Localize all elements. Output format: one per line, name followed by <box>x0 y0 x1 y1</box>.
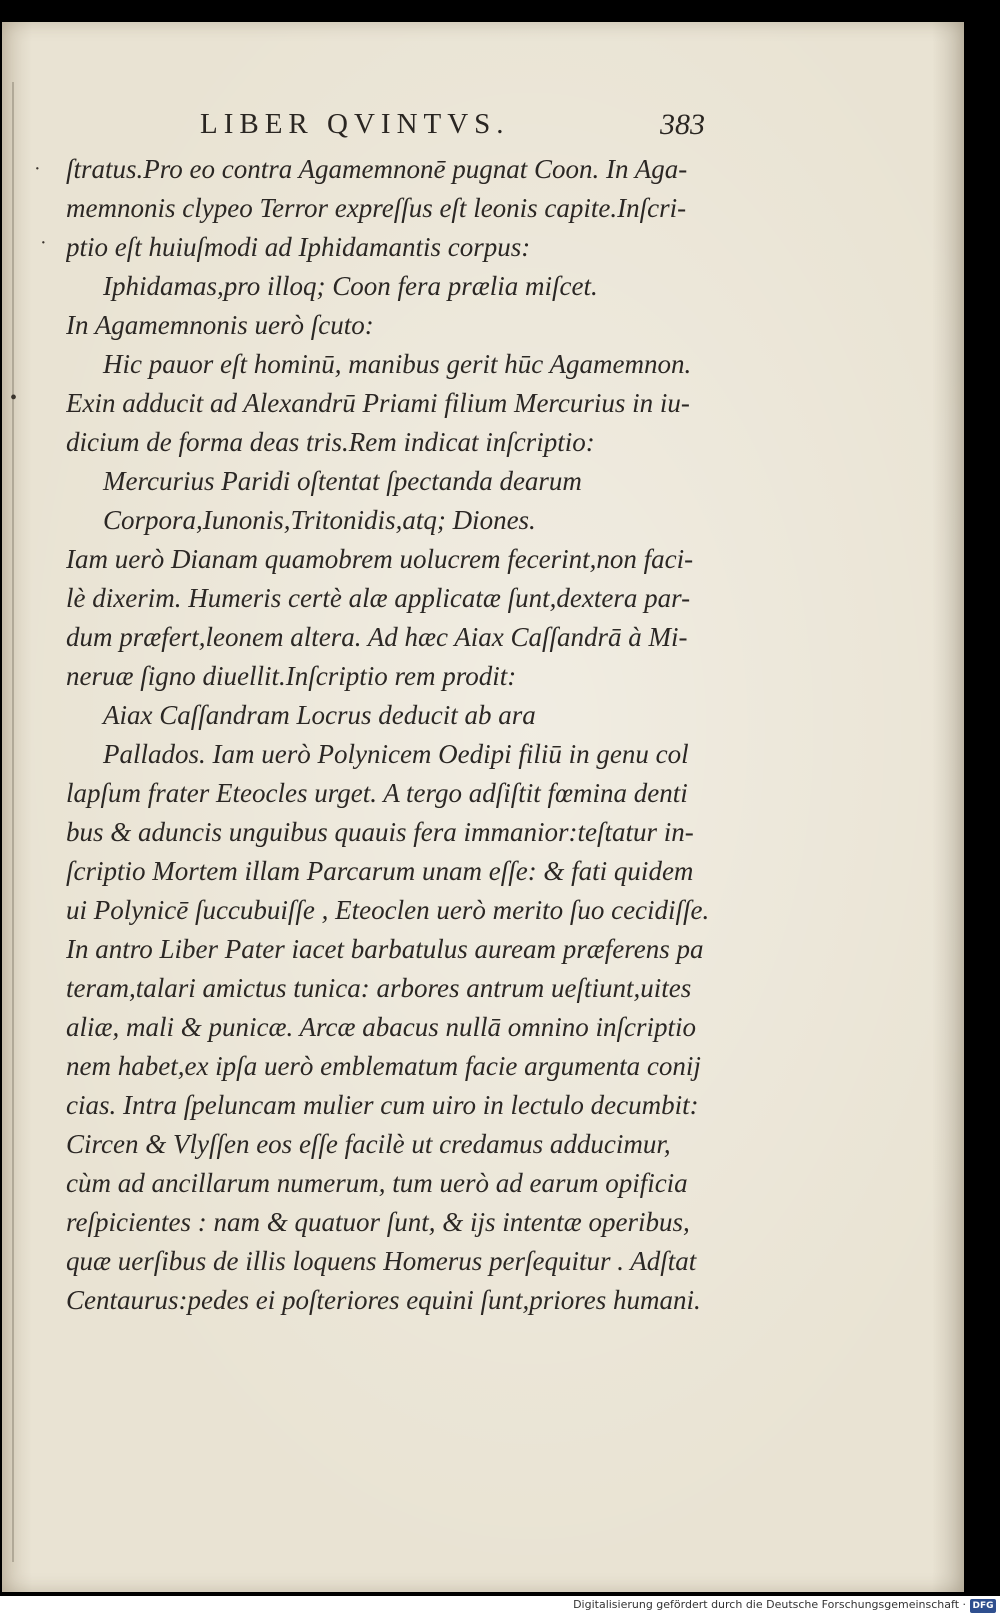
text-line: Circen & Vlyſſen eos eſſe facilè ut credamus adducimur, <box>66 1129 671 1159</box>
digitization-footer <box>0 1596 1000 1617</box>
text-line: In antro Liber Pater iacet barbatulus auream præferens pa <box>66 934 704 964</box>
text-line: dicium de forma deas tris.Rem indicat inſcriptio: <box>66 427 595 457</box>
text-line: teram,talari amictus tunica: arbores antrum ueſtiunt,uites <box>66 973 692 1003</box>
page-header <box>200 108 760 148</box>
text-line: Hic pauor eſt hominū, manibus gerit hūc Agamemnon. <box>103 349 692 379</box>
text-line: Exin adducit ad Alexandrū Priami filium Mercurius in iu- <box>66 388 690 418</box>
text-line: aliæ, mali & punicæ. Arcæ abacus nullā omnino inſcriptio <box>66 1012 697 1042</box>
text-line: Corpora,Iunonis,Tritonidis,atq; Diones. <box>103 505 536 535</box>
text-line: Mercurius Paridi oſtentat ſpectanda dearum <box>103 466 582 496</box>
running-head: LIBER QVINTVS. <box>200 108 510 140</box>
text-line: Iam uerò Dianam quamobrem uolucrem fecerint,non faci- <box>66 544 694 574</box>
text-line: bus & aduncis unguibus quauis fera immanior:teſtatur in- <box>66 817 694 847</box>
text-line: In Agamemnonis uerò ſcuto: <box>66 310 374 340</box>
text-line: quæ uerſibus de illis loquens Homerus perſequitur . Adſtat <box>66 1246 697 1276</box>
text-line: Aiax Caſſandram Locrus deducit ab ara <box>103 700 536 730</box>
text-line: ſtratus.Pro eo contra Agamemnonē pugnat Coon. In Aga- <box>66 154 688 184</box>
text-line: lè dixerim. Humeris certè alæ applicatæ ſunt,dextera par- <box>66 583 691 613</box>
text-line: reſpicientes : nam & quatuor ſunt, & ijs intentæ operibus, <box>66 1207 690 1237</box>
body-text <box>66 150 736 1320</box>
text-line: Centaurus:pedes ei poſteriores equini ſunt,priores humani. <box>66 1285 701 1315</box>
text-line: cias. Intra ſpeluncam mulier cum uiro in lectulo decumbit: <box>66 1090 699 1120</box>
text-line: memnonis clypeo Terror expreſſus eſt leonis capite.Inſcri- <box>66 193 687 223</box>
text-line: lapſum frater Eteocles urget. A tergo adſiſtit fœmina denti <box>66 778 688 808</box>
text-line: dum præfert,leonem altera. Ad hæc Aiax Caſſandrā à Mi- <box>66 622 688 652</box>
margin-dot-mark: · <box>34 158 41 180</box>
margin-dot-mark: · <box>40 232 47 254</box>
text-line: ſcriptio Mortem illam Parcarum unam eſſe: & fati quidem <box>66 856 694 886</box>
text-line: Iphidamas,pro illoq; Coon fera prælia miſcet. <box>103 271 598 301</box>
page-gutter-shadow <box>12 82 14 1562</box>
text-line: neruæ ſigno diuellit.Inſcriptio rem prodit: <box>66 661 517 691</box>
dfg-logo: DFG <box>970 1599 996 1613</box>
text-line: nem habet,ex ipſa uerò emblematum facie argumenta conij <box>66 1051 701 1081</box>
text-line: Pallados. Iam uerò Polynicem Oedipi filiū in genu col <box>103 739 689 769</box>
page-number: 383 <box>660 108 705 141</box>
footer-credit: Digitalisierung gefördert durch die Deutsche Forschungsgemeinschaft · <box>573 1598 966 1611</box>
text-line: cùm ad ancillarum numerum, tum uerò ad earum opificia <box>66 1168 688 1198</box>
text-line: ui Polynicē ſuccubuiſſe , Eteoclen uerò merito ſuo cecidiſſe. <box>66 895 710 925</box>
margin-dot-mark: • <box>10 387 18 409</box>
text-line: ptio eſt huiuſmodi ad Iphidamantis corpus: <box>66 232 531 262</box>
